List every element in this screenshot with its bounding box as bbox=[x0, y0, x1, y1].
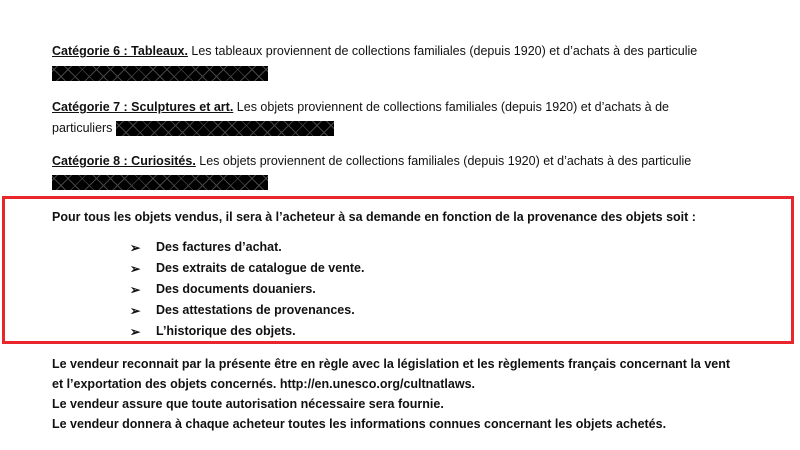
arrow-bullet-icon: ➢ bbox=[130, 262, 141, 276]
category-7-continuation-line bbox=[52, 121, 334, 136]
list-item: L’historique des objets. bbox=[156, 324, 296, 338]
arrow-bullet-icon: ➢ bbox=[130, 325, 141, 339]
footer-line-4: Le vendeur donnera à chaque acheteur toutes les informations connues concernant les objets achetés. bbox=[52, 417, 667, 431]
list-item: Des attestations de provenances. bbox=[156, 303, 355, 317]
highlight-intro: Pour tous les objets vendus, il sera à l’acheteur à sa demande en fonction de la provenance des objets soit : bbox=[52, 210, 696, 224]
arrow-bullet-icon: ➢ bbox=[130, 241, 141, 255]
category-7-title: Catégorie 7 : Sculptures et art. bbox=[52, 100, 234, 114]
category-7-continuation: particuliers bbox=[52, 121, 113, 135]
footer-line-1: Le vendeur reconnait par la présente être en règle avec la législation et les règlements français concernant la vent bbox=[52, 357, 731, 371]
footer-line-2: et l’exportation des objets concernés. http://en.unesco.org/cultnatlaws. bbox=[52, 377, 475, 391]
redaction-6 bbox=[52, 66, 268, 81]
category-7-text: Les objets proviennent de collections familiales (depuis 1920) et d’achats à de bbox=[233, 100, 669, 114]
category-6-line bbox=[52, 44, 697, 58]
category-7-line bbox=[52, 100, 669, 114]
category-8-line bbox=[52, 154, 691, 168]
redacted-block bbox=[52, 66, 268, 81]
redacted-block bbox=[116, 121, 334, 136]
list-item: Des factures d’achat. bbox=[156, 240, 282, 254]
list-item: Des extraits de catalogue de vente. bbox=[156, 261, 365, 275]
category-8-text: Les objets proviennent de collections familiales (depuis 1920) et d’achats à des particulie bbox=[195, 154, 692, 168]
redaction-8 bbox=[52, 175, 268, 190]
category-8-title: Catégorie 8 : Curiosités. bbox=[52, 154, 196, 168]
category-6-text: Les tableaux proviennent de collections familiales (depuis 1920) et d’achats à des particulie bbox=[187, 44, 698, 58]
footer-line-3: Le vendeur assure que toute autorisation nécessaire sera fournie. bbox=[52, 397, 444, 411]
arrow-bullet-icon: ➢ bbox=[130, 304, 141, 318]
arrow-bullet-icon: ➢ bbox=[130, 283, 141, 297]
redacted-block bbox=[52, 175, 268, 190]
list-item: Des documents douaniers. bbox=[156, 282, 316, 296]
category-6-title: Catégorie 6 : Tableaux. bbox=[52, 44, 188, 58]
